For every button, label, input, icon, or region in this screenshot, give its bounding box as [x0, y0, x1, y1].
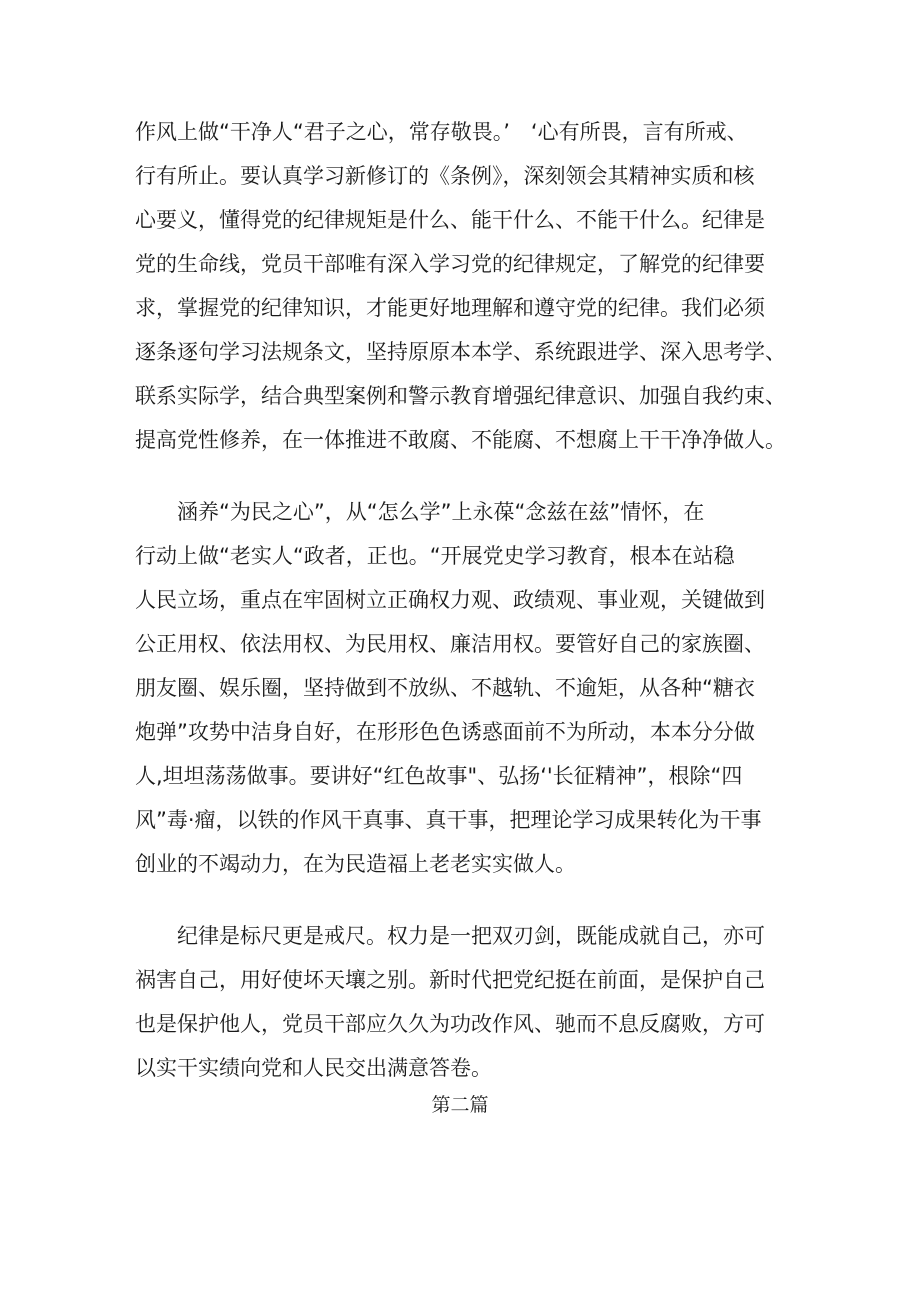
text-line: 祸害自己，用好使坏天壤之别。新时代把党纪挺在前面，是保护自己 [135, 968, 765, 992]
text-line: 行动上做“老实人“政者，正也。“开展党史学习教育，根本在站稳 [135, 544, 735, 568]
text-line: 人民立场，重点在牢固树立正确权力观、政绩观、事业观，关键做到 [135, 588, 765, 612]
text-line: 风”毒·瘤，以铁的作风干真事、真干事，把理论学习成果转化为干事 [135, 808, 762, 832]
text-line: 党的生命线，党员干部唯有深入学习党的纪律规定，了解党的纪律要 [135, 252, 765, 276]
paragraph-1 [135, 110, 805, 462]
paragraph-3 [135, 914, 805, 1090]
text-line: 联系实际学，结合典型案例和警示教育增强纪律意识、加强自我约束、 [135, 384, 786, 408]
text-line: 提高党性修养，在一体推进不敢腐、不能腐、不想腐上干干净净做人。 [135, 428, 786, 452]
text-line: 作风上做“干净人“君子之心，常存敬畏。’ ‘心有所畏，言有所戒、 [135, 120, 748, 144]
text-line: 心要义，懂得党的纪律规矩是什么、能干什么、不能干什么。纪律是 [135, 208, 765, 232]
body-text [135, 110, 805, 1090]
text-line: 行有所止。要认真学习新修订的《条例》，深刻领会其精神实质和核 [135, 164, 755, 188]
text-line: 逐条逐句学习法规条文，坚持原原本本学、系统跟进学、深入思考学、 [135, 340, 786, 364]
text-line: 纪律是标尺更是戒尺。权力是一把双刃剑，既能成就自己，亦可 [135, 924, 765, 948]
text-line: 公正用权、依法用权、为民用权、廉洁用权。要管好自己的家族圈、 [135, 632, 765, 656]
paragraph-2 [135, 490, 805, 886]
text-line: 朋友圈、娱乐圈，坚持做到不放纵、不越轨、不逾矩，从各种“糖衣 [135, 676, 755, 700]
text-line: 炮弹”攻势中洁身自好，在形形色色诱惑面前不为所动，本本分分做 [135, 720, 755, 744]
text-line: 人,坦坦荡荡做事。要讲好“红色故事"、弘扬‘'长征精神”，根除“四 [135, 764, 743, 788]
text-line: 求，掌握党的纪律知识，才能更好地理解和遵守党的纪律。我们必须 [135, 296, 765, 320]
paragraph-spacer [135, 462, 805, 490]
text-line: 涵养“为民之心”，从“怎么学”上永葆“念兹在兹”情怀，在 [135, 500, 705, 524]
text-line: 创业的不竭动力，在为民造福上老老实实做人。 [135, 852, 576, 876]
text-line: 也是保护他人，党员干部应久久为功改作风、驰而不息反腐败，方可 [135, 1012, 765, 1036]
paragraph-spacer [135, 886, 805, 914]
text-line: 以实干实绩向党和人民交出满意答卷。 [135, 1056, 492, 1080]
section-heading: 第二篇 [431, 1094, 489, 1116]
